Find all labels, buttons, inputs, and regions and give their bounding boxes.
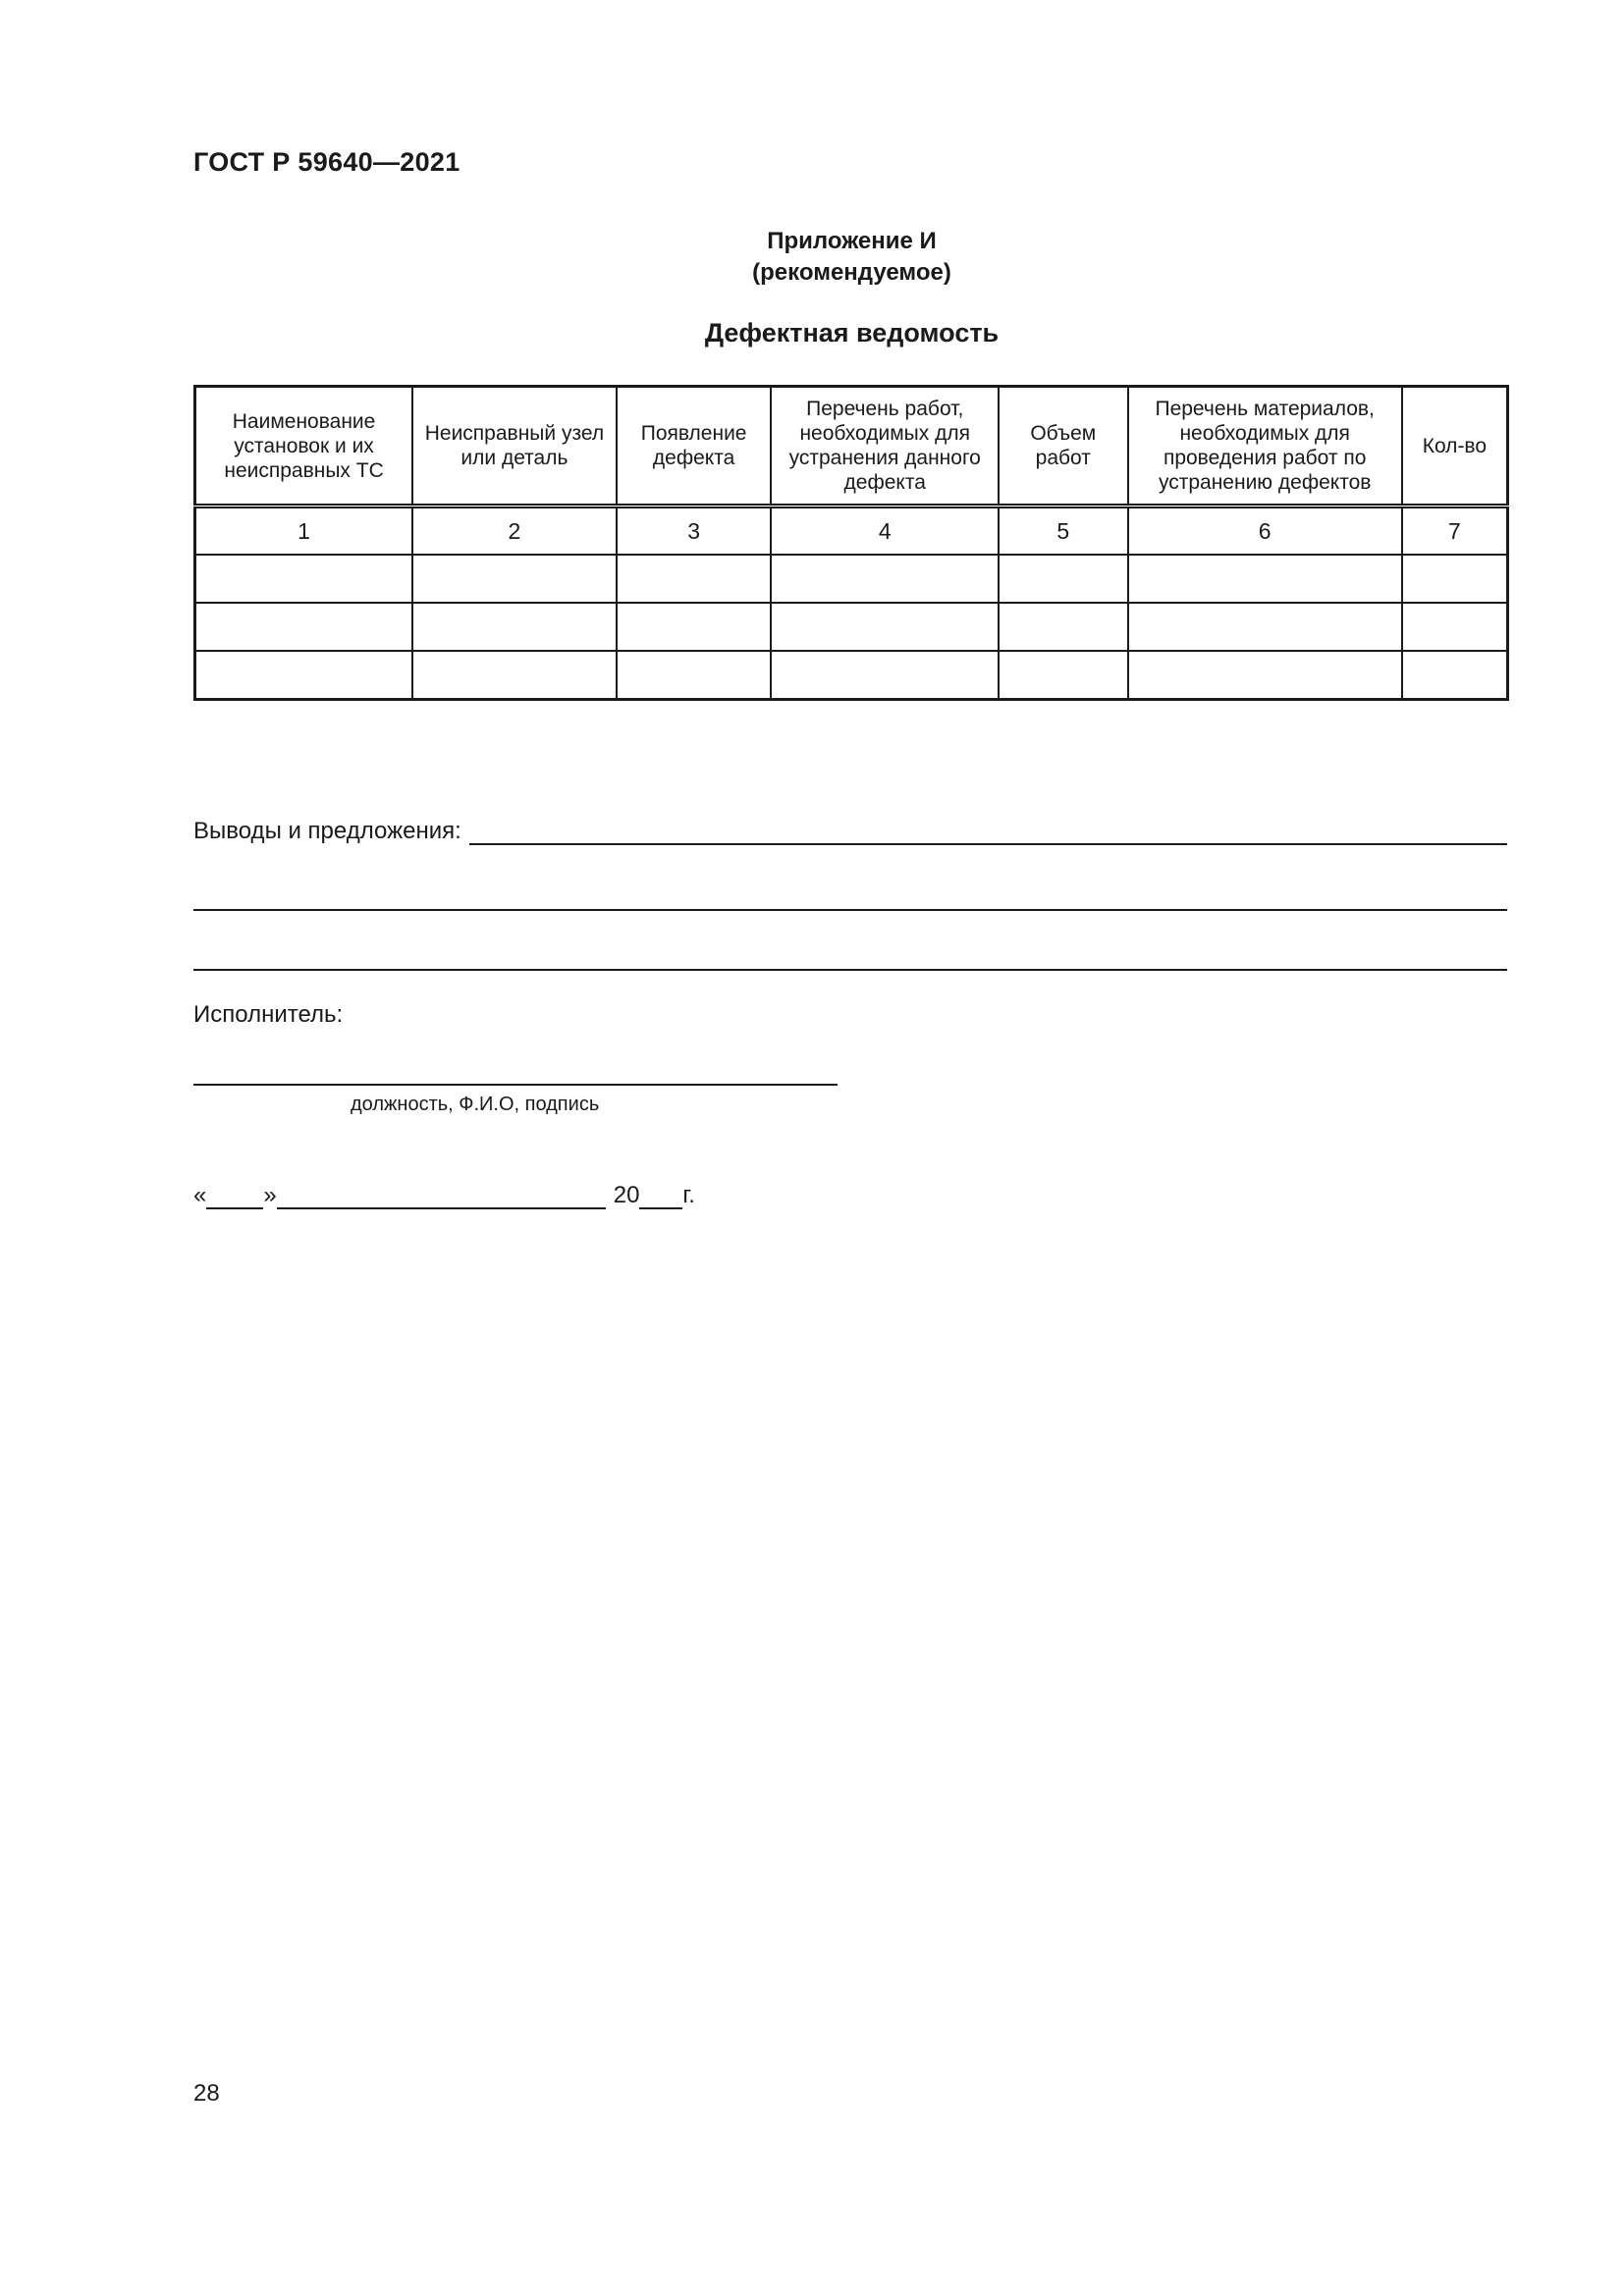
column-number: 7 <box>1402 507 1508 556</box>
table-cell[interactable] <box>617 555 772 603</box>
table-cell[interactable] <box>617 651 772 700</box>
date-year-input-line[interactable] <box>639 1186 682 1209</box>
column-header-defect-appearance: Появление дефекта <box>617 387 772 507</box>
column-header-work-volume: Объем работ <box>999 387 1128 507</box>
conclusions-input-line-2[interactable] <box>193 909 1507 911</box>
table-cell[interactable] <box>617 603 772 651</box>
column-number: 4 <box>771 507 998 556</box>
date-day-input-line[interactable] <box>206 1186 263 1209</box>
appendix-heading <box>0 226 1624 289</box>
appendix-title: Приложение И <box>767 228 937 254</box>
column-header-faulty-unit: Неисправный узел или деталь <box>412 387 617 507</box>
table-cell[interactable] <box>999 651 1128 700</box>
table-cell[interactable] <box>195 555 413 603</box>
table-row <box>195 603 1508 651</box>
column-number: 5 <box>999 507 1128 556</box>
signature-input-line[interactable] <box>193 1084 838 1086</box>
table-cell[interactable] <box>1128 555 1402 603</box>
signature-caption: должность, Ф.И.О, подпись <box>351 1094 600 1115</box>
conclusions-label: Выводы и предложения: <box>193 818 461 844</box>
column-header-quantity: Кол-во <box>1402 387 1508 507</box>
table-cell[interactable] <box>1128 603 1402 651</box>
conclusions-input-line[interactable] <box>469 818 1507 845</box>
table-cell[interactable] <box>195 603 413 651</box>
table-cell[interactable] <box>412 651 617 700</box>
date-year-prefix: 20 <box>613 1182 640 1208</box>
column-header-installation: Наименование установок и их неисправных ТС <box>195 387 413 507</box>
appendix-status: (рекомендуемое) <box>752 259 951 286</box>
table-title: Дефектная ведомость <box>704 318 1000 347</box>
table-cell[interactable] <box>999 555 1128 603</box>
performer-label: Исполнитель: <box>193 1001 344 1028</box>
table-header-row <box>195 387 1508 507</box>
table-cell[interactable] <box>999 603 1128 651</box>
column-number: 1 <box>195 507 413 556</box>
table-cell[interactable] <box>1402 603 1508 651</box>
table-cell[interactable] <box>412 555 617 603</box>
defect-table <box>193 385 1509 701</box>
date-field <box>193 1182 695 1209</box>
table-cell[interactable] <box>195 651 413 700</box>
date-open-quote: « <box>193 1182 207 1208</box>
table-cell[interactable] <box>1402 555 1508 603</box>
column-header-materials-list: Перечень материалов, необходимых для проведения работ по устранению дефектов <box>1128 387 1402 507</box>
date-month-input-line[interactable] <box>277 1186 606 1209</box>
column-number: 6 <box>1128 507 1402 556</box>
table-cell[interactable] <box>771 555 998 603</box>
table-cell[interactable] <box>771 603 998 651</box>
date-close-quote: » <box>263 1182 277 1208</box>
document-code: ГОСТ Р 59640—2021 <box>193 147 460 177</box>
table-row <box>195 651 1508 700</box>
column-header-works-list: Перечень работ, необходимых для устранения данного дефекта <box>771 387 998 507</box>
table-cell[interactable] <box>412 603 617 651</box>
table-number-row <box>195 507 1508 556</box>
conclusions-field <box>193 818 1507 845</box>
column-number: 3 <box>617 507 772 556</box>
column-number: 2 <box>412 507 617 556</box>
table-cell[interactable] <box>771 651 998 700</box>
table-row <box>195 555 1508 603</box>
table-cell[interactable] <box>1402 651 1508 700</box>
date-year-suffix: г. <box>682 1182 695 1208</box>
conclusions-input-line-3[interactable] <box>193 969 1507 971</box>
page-number: 28 <box>193 2080 220 2107</box>
table-cell[interactable] <box>1128 651 1402 700</box>
